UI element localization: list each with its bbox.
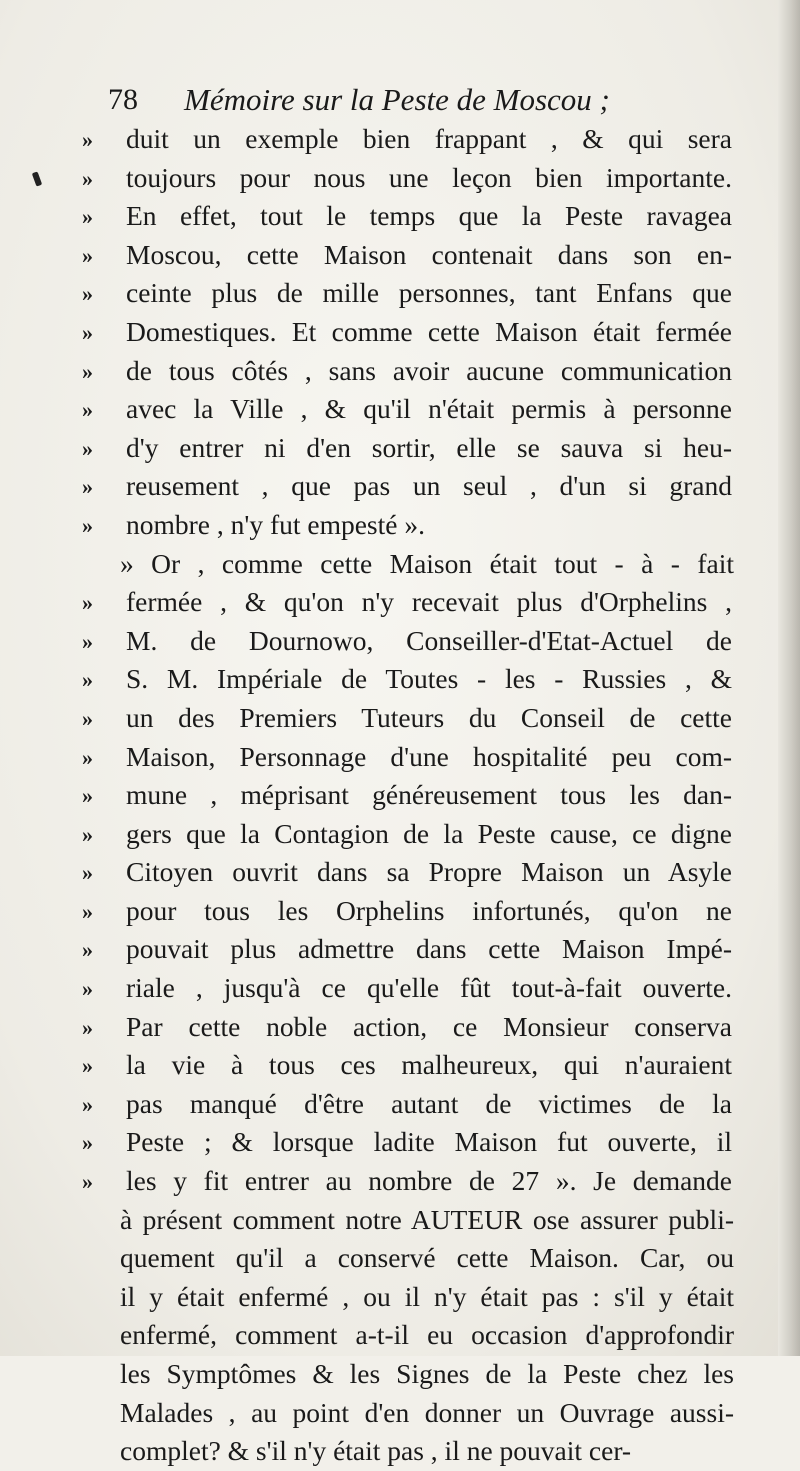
text-line: [82, 815, 742, 854]
text-line: [82, 506, 742, 545]
line-text: d'y entrer ni d'en sortir, elle se sauva si heu-: [126, 431, 732, 463]
line-text: il y était enfermé , ou il n'y était pas : s'il y était: [120, 1280, 734, 1312]
line-text: fermée , & qu'on n'y recevait plus d'Orphelins ,: [126, 586, 732, 618]
line-text: ceinte plus de mille personnes, tant Enfans que: [126, 277, 732, 309]
line-text: Domestiques. Et comme cette Maison était fermée: [126, 315, 732, 347]
line-text: Maison, Personnage d'une hospitalité peu com-: [126, 740, 732, 772]
text-line: [82, 1278, 742, 1317]
quote-mark: »: [82, 319, 93, 345]
page-gutter: [778, 0, 800, 1356]
text-line: [82, 776, 742, 815]
text-line: [82, 1123, 742, 1162]
quote-mark: »: [82, 127, 93, 152]
quote-mark: »: [82, 744, 93, 770]
quote-mark: »: [82, 358, 93, 384]
quote-mark: »: [82, 512, 93, 538]
line-text: Moscou, cette Maison contenait dans son en-: [126, 238, 732, 270]
line-text: à présent comment notre AUTEUR ose assurer publi-: [120, 1203, 734, 1235]
text-line: [82, 197, 742, 236]
line-text: toujours pour nous une leçon bien importante.: [126, 161, 732, 193]
line-text: un des Premiers Tuteurs du Conseil de cette: [126, 701, 732, 733]
line-text: la vie à tous ces malheureux, qui n'auraient: [126, 1049, 732, 1081]
quote-mark: »: [82, 1169, 93, 1195]
text-line: [82, 545, 742, 584]
line-text: avec la Ville , & qu'il n'était permis à personne: [126, 393, 732, 425]
ink-mark: [32, 171, 42, 186]
quote-mark: »: [82, 435, 93, 461]
body-text: [82, 120, 742, 1471]
line-text: de tous côtés , sans avoir aucune communication: [126, 354, 732, 386]
line-text: enfermé, comment a-t-il eu occasion d'approfondir: [120, 1319, 734, 1351]
text-line: [82, 467, 742, 506]
text-line: [82, 583, 742, 622]
text-line: [82, 1355, 742, 1394]
line-text: M. de Dournowo, Conseiller-d'Etat-Actuel de: [126, 624, 732, 656]
text-line: [82, 622, 742, 661]
line-text: complet? & s'il n'y était pas , il ne pouvait cer-: [120, 1435, 632, 1467]
line-text: duit un exemple bien frappant , & qui sera: [126, 123, 732, 154]
text-line: [82, 930, 742, 969]
text-line: [82, 1432, 742, 1471]
line-text: pour tous les Orphelins infortunés, qu'on ne: [126, 894, 732, 926]
line-text: les y fit entrer au nombre de 27 ». Je demande: [126, 1165, 732, 1197]
line-text: riale , jusqu'à ce qu'elle fût tout-à-fait ouverte.: [126, 972, 732, 1004]
quote-mark: »: [82, 281, 93, 307]
quote-mark: »: [82, 590, 93, 616]
text-line: [82, 120, 742, 159]
line-text: En effet, tout le temps que la Peste ravagea: [126, 200, 732, 232]
text-line: [82, 1394, 742, 1433]
quote-mark: »: [82, 242, 93, 268]
text-line: [82, 352, 742, 391]
text-line: [82, 1316, 742, 1355]
quote-mark: »: [82, 860, 93, 886]
text-line: [82, 236, 742, 275]
quote-mark: »: [82, 667, 93, 693]
line-text: pas manqué d'être autant de victimes de la: [126, 1087, 732, 1119]
line-text: gers que la Contagion de la Peste cause, ce digne: [126, 817, 732, 849]
quote-mark: »: [82, 976, 93, 1002]
text-line: [82, 699, 742, 738]
text-line: [82, 274, 742, 313]
text-line: [82, 1008, 742, 1047]
text-line: [82, 1201, 742, 1240]
quote-mark: »: [82, 397, 93, 423]
quote-mark: »: [82, 204, 93, 230]
quote-mark: »: [82, 165, 93, 191]
line-text: les Symptômes & les Signes de la Peste chez les: [120, 1358, 734, 1389]
text-line: [82, 159, 742, 198]
quote-mark: »: [82, 1053, 93, 1079]
text-line: [82, 429, 742, 468]
quote-mark: »: [82, 783, 93, 809]
line-text: Par cette noble action, ce Monsieur conserva: [126, 1010, 732, 1042]
quote-mark: »: [82, 937, 93, 963]
text-line: [82, 738, 742, 777]
text-line: [82, 1239, 742, 1278]
line-text: reusement , que pas un seul , d'un si grand: [126, 470, 732, 502]
quote-mark: »: [82, 898, 93, 924]
running-title: Mémoire sur la Peste de Moscou ;: [184, 82, 610, 117]
page-header: [108, 78, 628, 122]
text-line: [82, 969, 742, 1008]
quote-mark: »: [82, 474, 93, 500]
quote-mark: »: [82, 1130, 93, 1156]
line-text: mune , méprisant généreusement tous les dan-: [126, 779, 732, 811]
quote-mark: »: [82, 628, 93, 654]
text-line: [82, 853, 742, 892]
line-text: nombre , n'y fut empesté ».: [126, 508, 425, 540]
text-line: [82, 1162, 742, 1201]
quote-mark: »: [82, 705, 93, 731]
quote-mark: »: [82, 821, 93, 847]
text-line: [82, 660, 742, 699]
line-text: quement qu'il a conservé cette Maison. Car, ou: [120, 1242, 734, 1274]
line-text: Peste ; & lorsque ladite Maison fut ouverte, il: [126, 1126, 732, 1158]
text-line: [82, 390, 742, 429]
line-text: Citoyen ouvrit dans sa Propre Maison un Asyle: [126, 856, 732, 888]
text-line: [82, 1046, 742, 1085]
quote-mark: »: [82, 1091, 93, 1117]
line-text: S. M. Impériale de Toutes - les - Russies , &: [126, 663, 732, 695]
quote-mark: »: [82, 1014, 93, 1040]
line-text: pouvait plus admettre dans cette Maison Impé-: [126, 933, 732, 965]
line-text: Malades , au point d'en donner un Ouvrage aussi-: [120, 1396, 734, 1428]
page-number: 78: [108, 83, 138, 116]
line-text: » Or , comme cette Maison était tout - à - fait: [120, 547, 734, 579]
text-line: [82, 892, 742, 931]
text-line: [82, 1085, 742, 1124]
text-line: [82, 313, 742, 352]
